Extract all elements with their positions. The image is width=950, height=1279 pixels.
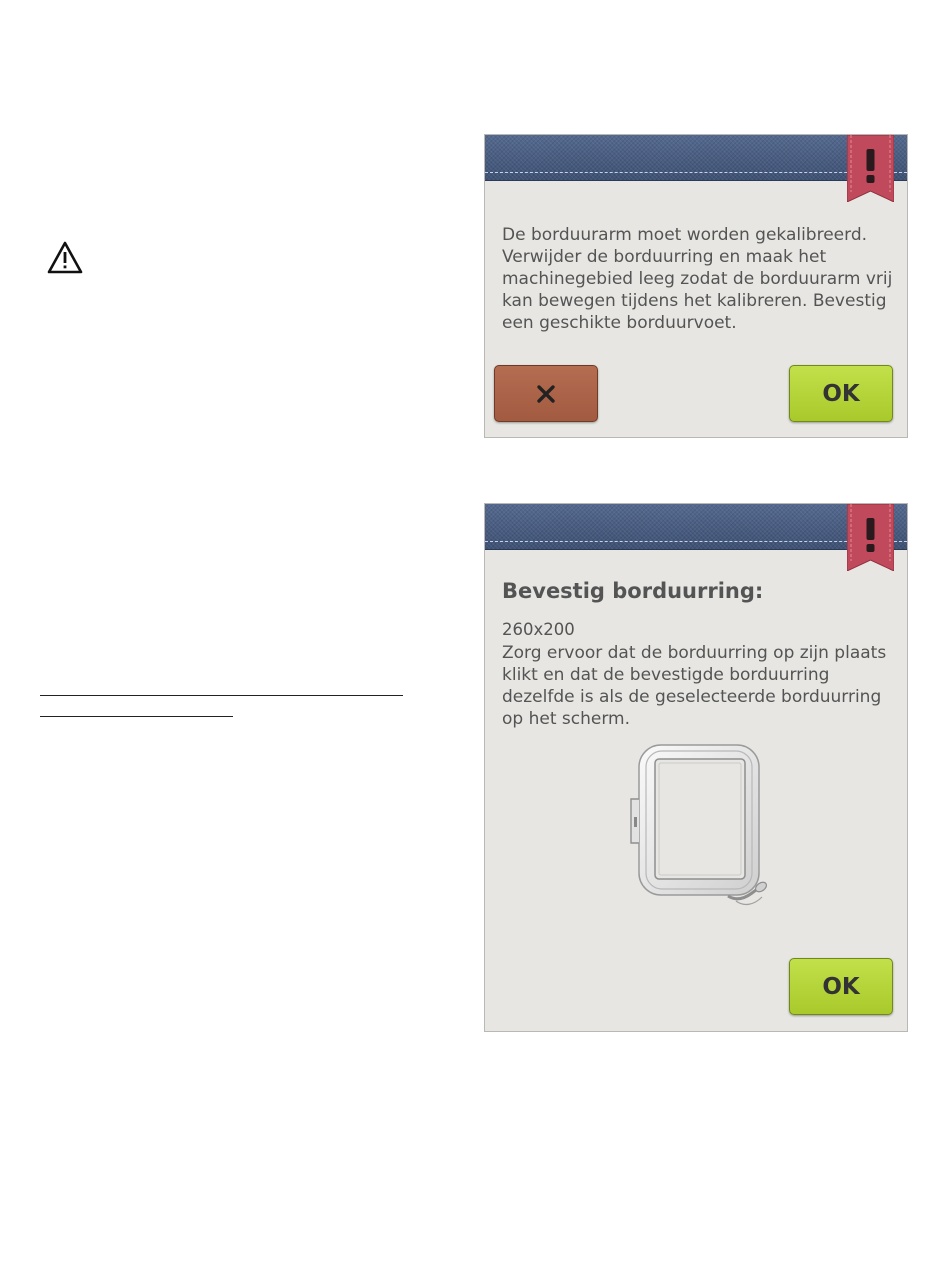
dialog-title: Bevestig borduurring: xyxy=(502,579,764,603)
dialog-header xyxy=(485,135,907,181)
attach-hoop-dialog xyxy=(484,503,908,1032)
cancel-button[interactable] xyxy=(494,365,598,422)
exclamation-ribbon-icon xyxy=(847,504,894,571)
calibration-message: De borduurarm moet worden gekalibreerd. Verwijder de borduurring en maak het machinegebied leeg zodat de borduurarm vrij kan bewegen tijdens het kalibreren. Bevestig een geschikte borduurvoet. xyxy=(502,225,893,333)
hoop-message: Zorg ervoor dat de borduurring op zijn plaats klikt en dat de bevestigde borduurring dezelfde is als de geselecteerde borduurring op het scherm. xyxy=(502,643,887,729)
ok-button[interactable]: OK xyxy=(789,958,893,1015)
ok-button[interactable]: OK xyxy=(789,365,893,422)
underline-rule-short xyxy=(40,716,233,717)
calibration-dialog xyxy=(484,134,908,438)
hoop-size: 260x200 xyxy=(502,620,575,639)
underline-rule xyxy=(40,695,403,696)
dialog-header xyxy=(485,504,907,550)
close-icon xyxy=(535,383,557,405)
exclamation-ribbon-icon xyxy=(847,135,894,202)
embroidery-hoop-icon xyxy=(628,741,773,908)
warning-icon xyxy=(46,240,84,276)
